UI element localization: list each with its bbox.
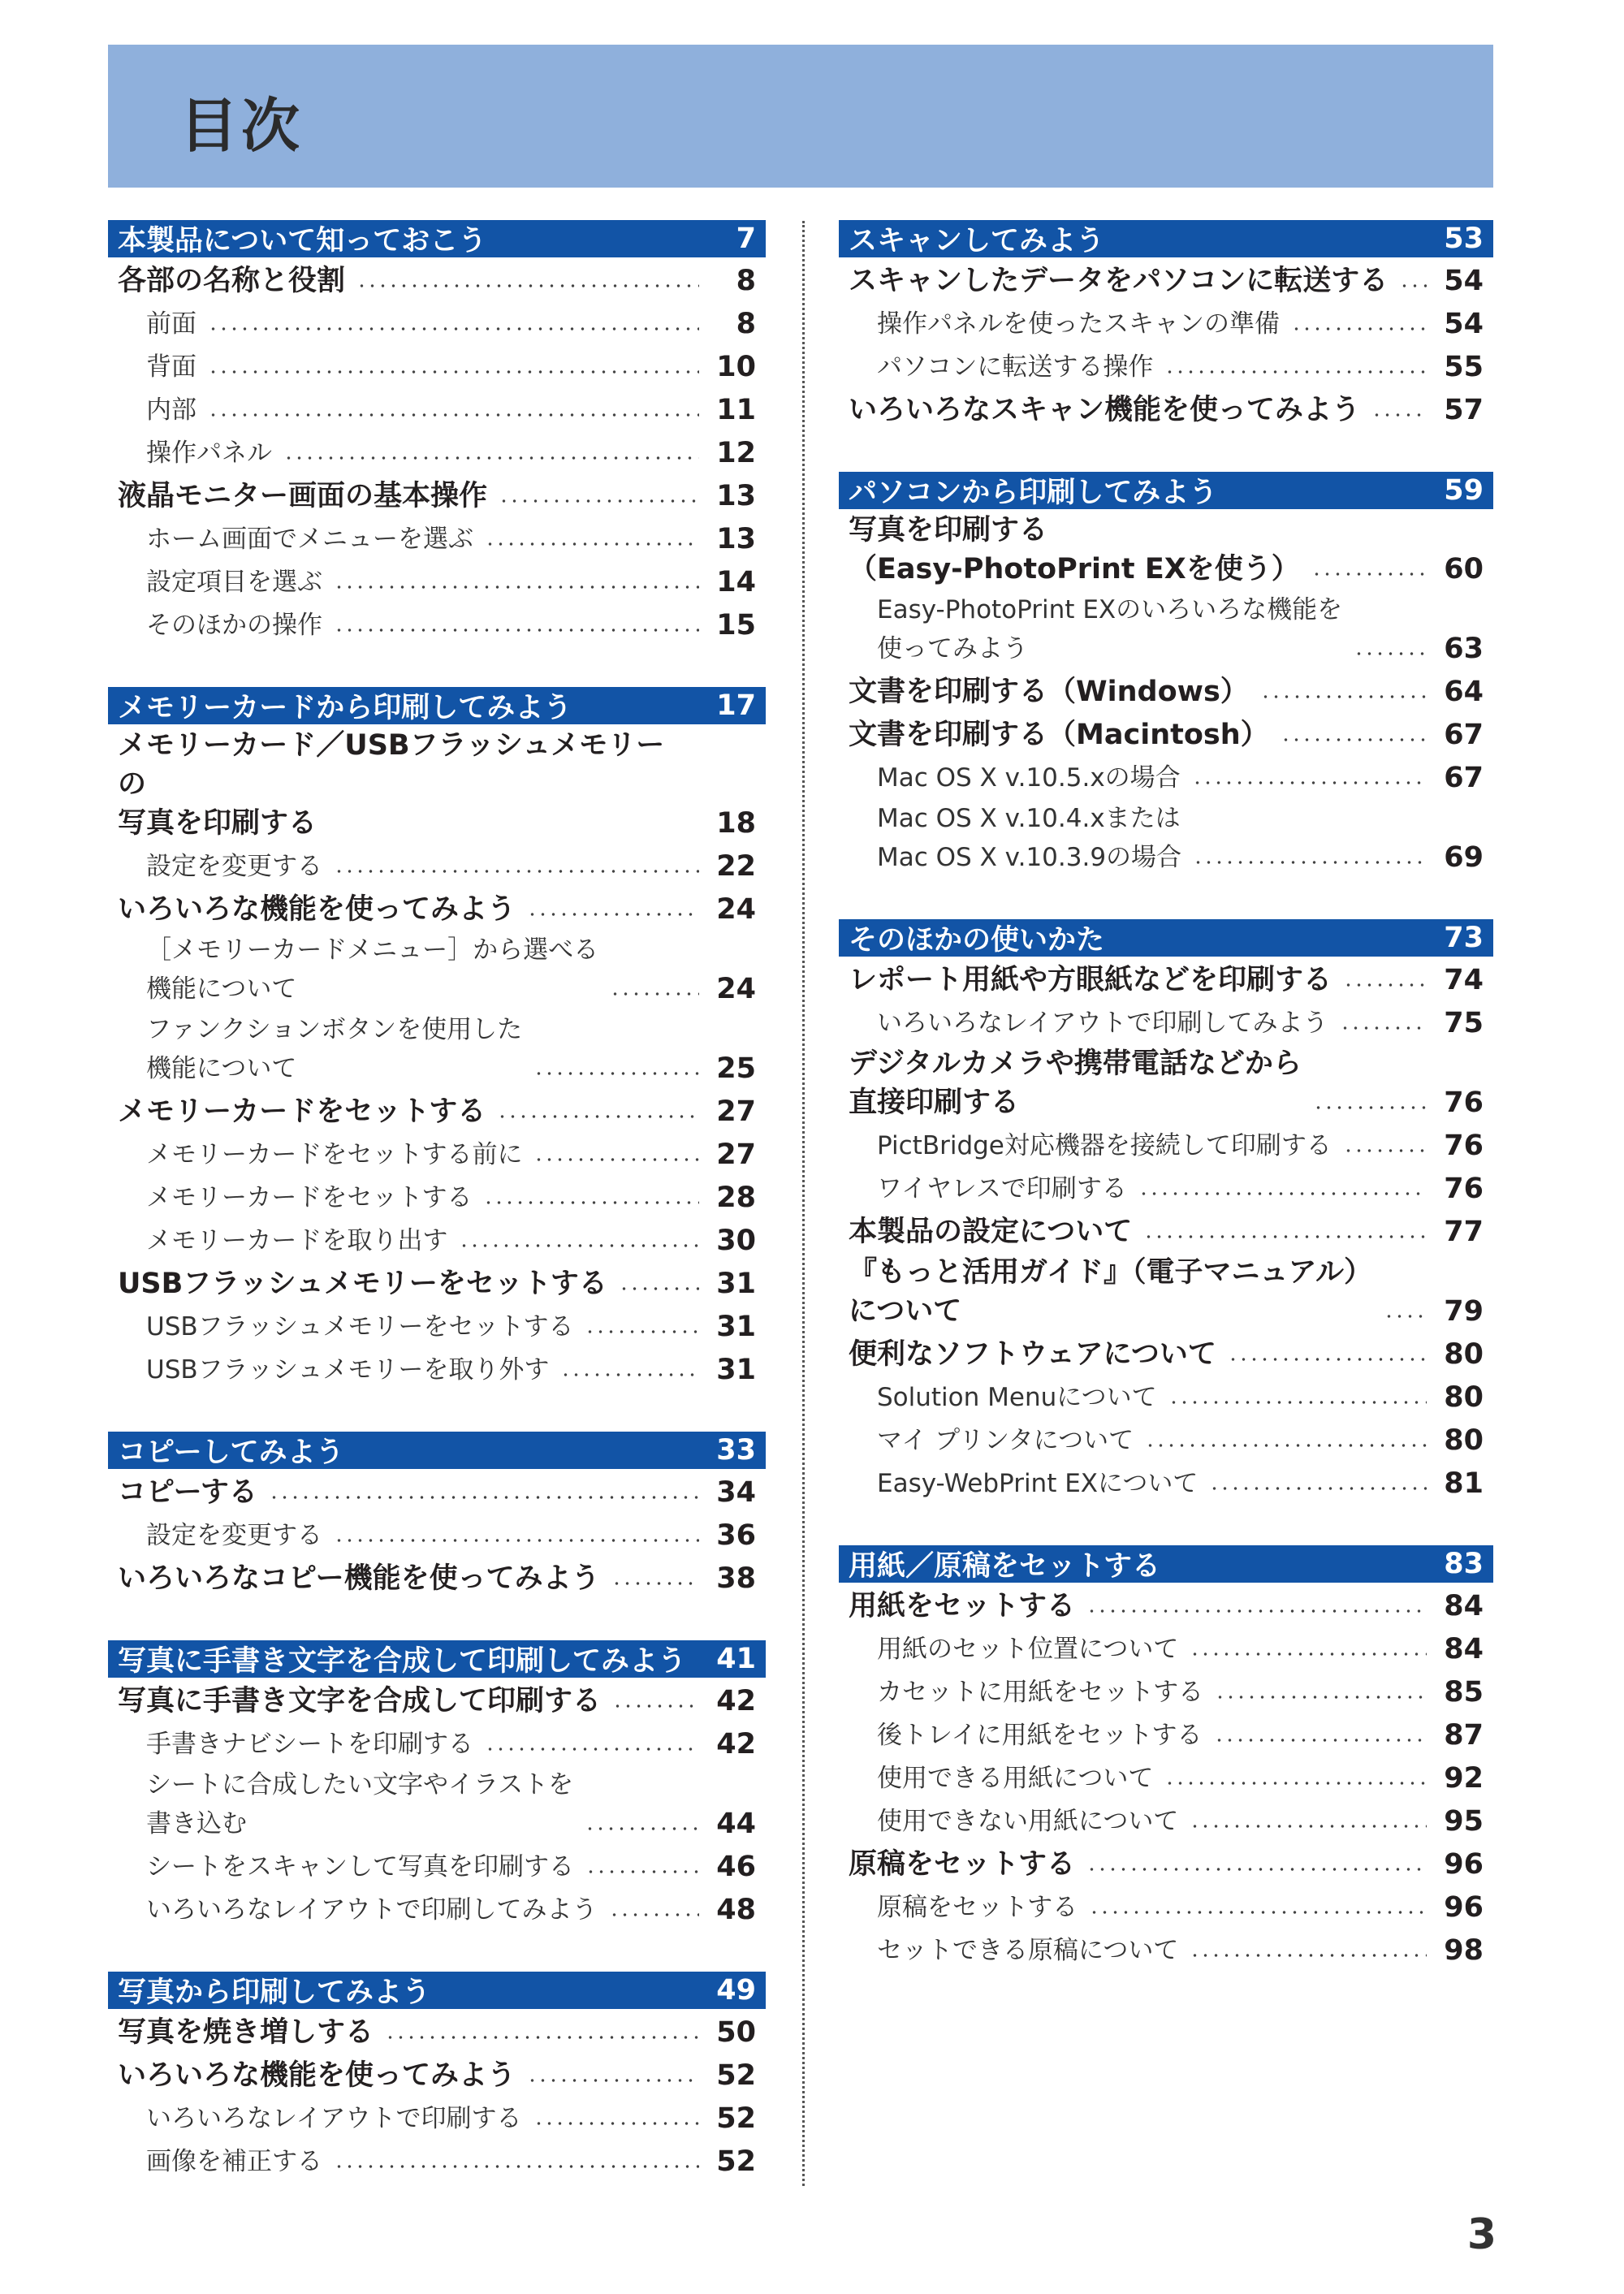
section-page-number: 73 bbox=[1444, 922, 1484, 954]
entry-label: 操作パネル bbox=[146, 438, 272, 468]
entry-page-number: 54 bbox=[1444, 308, 1484, 340]
toc-section bbox=[839, 220, 1493, 431]
entry-label: 前面 bbox=[146, 309, 197, 339]
dot-leader bbox=[334, 1537, 699, 1544]
entry-label: 使用できない用紙について bbox=[877, 1807, 1179, 1836]
entry-label: レポート用紙や方眼紙などを印刷する bbox=[849, 964, 1332, 996]
entry-page-number: 76 bbox=[1444, 1130, 1484, 1162]
entry-page-number: 27 bbox=[716, 1138, 756, 1171]
entry-label: 液晶モニター画面の基本操作 bbox=[118, 480, 488, 512]
toc-subentry[interactable] bbox=[108, 1888, 766, 1931]
section-header[interactable] bbox=[108, 220, 766, 257]
entry-label: 文書を印刷する（Macintosh） bbox=[849, 719, 1269, 751]
dot-leader bbox=[283, 455, 699, 461]
entry-page-number: 31 bbox=[716, 1354, 756, 1386]
entry-page-number: 84 bbox=[1444, 1633, 1484, 1665]
dot-leader bbox=[585, 1825, 699, 1832]
dot-leader bbox=[208, 412, 699, 418]
entry-page-number: 98 bbox=[1444, 1934, 1484, 1967]
entry-page-number: 67 bbox=[1444, 719, 1484, 751]
entry-label: いろいろなコピー機能を使ってみよう bbox=[118, 1562, 600, 1595]
dot-leader bbox=[334, 2163, 699, 2170]
toc-entry[interactable] bbox=[839, 1044, 1493, 1124]
dot-leader bbox=[611, 1580, 699, 1587]
toc-entry[interactable] bbox=[839, 388, 1493, 431]
toc-subentry[interactable] bbox=[108, 1176, 766, 1219]
dot-leader bbox=[612, 1703, 699, 1709]
entry-label: 写真に手書き文字を合成して印刷する bbox=[118, 1685, 602, 1717]
toc-subentry[interactable] bbox=[108, 302, 766, 345]
dot-leader bbox=[1192, 780, 1427, 786]
entry-label: ホーム画面でメニューを選ぶ bbox=[146, 525, 473, 554]
toc-entry[interactable] bbox=[108, 2011, 766, 2054]
entry-label: USBフラッシュメモリーを取り外す bbox=[146, 1355, 550, 1385]
entry-page-number: 96 bbox=[1444, 1891, 1484, 1924]
entry-page-number: 87 bbox=[1444, 1719, 1484, 1752]
entry-page-number: 15 bbox=[716, 609, 756, 642]
toc-subentry[interactable] bbox=[839, 1713, 1493, 1756]
entry-label: メモリーカードを取り出す bbox=[146, 1226, 448, 1255]
toc-entry[interactable] bbox=[839, 1253, 1493, 1333]
dot-leader bbox=[1354, 650, 1427, 657]
entry-label: 原稿をセットする bbox=[877, 1893, 1078, 1922]
entry-label: ［メモリーカードメニュー］から選べる 機能について bbox=[146, 935, 599, 1004]
toc-section bbox=[108, 1432, 766, 1600]
entry-page-number: 84 bbox=[1444, 1590, 1484, 1622]
dot-leader bbox=[1281, 737, 1427, 743]
entry-label: Solution Menuについて bbox=[877, 1383, 1157, 1412]
dot-leader bbox=[585, 1328, 699, 1335]
toc-entry[interactable] bbox=[839, 259, 1493, 302]
entry-page-number: 60 bbox=[1444, 553, 1484, 585]
section-page-number: 7 bbox=[736, 222, 756, 255]
entry-label: 手書きナビシートを印刷する bbox=[146, 1730, 473, 1759]
toc-subentry[interactable] bbox=[839, 1419, 1493, 1462]
entry-page-number: 77 bbox=[1444, 1216, 1484, 1248]
dot-leader bbox=[1168, 1399, 1427, 1406]
entry-page-number: 48 bbox=[716, 1894, 756, 1926]
section-title: スキャンしてみよう bbox=[849, 225, 1105, 257]
entry-page-number: 80 bbox=[1444, 1338, 1484, 1371]
entry-page-number: 95 bbox=[1444, 1805, 1484, 1838]
toc-entry[interactable] bbox=[839, 1210, 1493, 1253]
section-header[interactable] bbox=[108, 1432, 766, 1469]
toc-entry[interactable] bbox=[839, 1584, 1493, 1627]
entry-label: マイ プリンタについて bbox=[877, 1426, 1134, 1455]
toc-subentry[interactable] bbox=[839, 1929, 1493, 1972]
dot-leader bbox=[334, 868, 699, 875]
toc-entry[interactable] bbox=[108, 726, 766, 845]
entry-page-number: 75 bbox=[1444, 1007, 1484, 1039]
toc-subentry[interactable] bbox=[108, 1514, 766, 1557]
entry-label: コピーする bbox=[118, 1476, 257, 1509]
section-page-number: 83 bbox=[1444, 1548, 1484, 1580]
section-title: 写真に手書き文字を合成して印刷してみよう bbox=[118, 1645, 687, 1678]
toc-entry[interactable] bbox=[108, 259, 766, 302]
toc-subentry[interactable] bbox=[108, 931, 766, 1010]
section-header[interactable] bbox=[839, 472, 1493, 509]
toc-right-column bbox=[839, 220, 1493, 2012]
dot-leader bbox=[208, 326, 699, 332]
entry-label: 設定項目を選ぶ bbox=[146, 568, 322, 597]
toc-entry[interactable] bbox=[108, 2054, 766, 2097]
entry-page-number: 14 bbox=[716, 566, 756, 598]
title-banner bbox=[108, 45, 1493, 188]
dot-leader bbox=[1138, 1190, 1427, 1197]
dot-leader bbox=[533, 1070, 699, 1077]
entry-page-number: 55 bbox=[1444, 351, 1484, 383]
entry-page-number: 27 bbox=[716, 1095, 756, 1128]
entry-label: 写真を焼き増しする bbox=[118, 2016, 374, 2049]
entry-label: 『もっと活用ガイド』（電子マニュアル） について bbox=[849, 1256, 1373, 1328]
toc-subentry[interactable] bbox=[839, 1001, 1493, 1044]
toc-subentry[interactable] bbox=[839, 1670, 1493, 1713]
entry-label: シートに合成したい文字やイラストを 書き込む bbox=[146, 1770, 574, 1838]
entry-page-number: 30 bbox=[716, 1225, 756, 1257]
entry-page-number: 38 bbox=[716, 1562, 756, 1595]
section-header[interactable] bbox=[108, 1972, 766, 2009]
toc-subentry[interactable] bbox=[108, 845, 766, 888]
toc-subentry[interactable] bbox=[839, 1799, 1493, 1843]
dot-leader bbox=[1313, 1104, 1427, 1111]
entry-label: Easy-PhotoPrint EXのいろいろな機能を 使ってみよう bbox=[877, 595, 1343, 663]
dot-leader bbox=[499, 498, 699, 504]
entry-label: 操作パネルを使ったスキャンの準備 bbox=[877, 309, 1280, 339]
entry-label: Mac OS X v.10.4.xまたは Mac OS X v.10.3.9の場合 bbox=[877, 804, 1182, 872]
entry-label: メモリーカードをセットする前に bbox=[146, 1140, 523, 1169]
dot-leader bbox=[560, 1372, 699, 1378]
entry-page-number: 36 bbox=[716, 1519, 756, 1552]
toc-entry[interactable] bbox=[839, 1843, 1493, 1886]
section-title: 用紙／原稿をセットする bbox=[849, 1550, 1160, 1583]
toc-subentry[interactable] bbox=[108, 345, 766, 388]
toc-subentry[interactable] bbox=[108, 1722, 766, 1765]
dot-leader bbox=[1215, 1694, 1427, 1700]
dot-leader bbox=[208, 369, 699, 375]
entry-label: ファンクションボタンを使用した 機能について bbox=[146, 1015, 523, 1083]
section-title: パソコンから印刷してみよう bbox=[849, 477, 1218, 509]
entry-label: パソコンに転送する操作 bbox=[877, 352, 1154, 382]
page-number: 3 bbox=[1466, 2210, 1497, 2259]
toc-subentry[interactable] bbox=[839, 1462, 1493, 1505]
section-header[interactable] bbox=[108, 687, 766, 724]
toc-subentry[interactable] bbox=[839, 1756, 1493, 1799]
entry-page-number: 63 bbox=[1444, 633, 1484, 665]
entry-page-number: 74 bbox=[1444, 964, 1484, 996]
entry-label: いろいろな機能を使ってみよう bbox=[118, 893, 516, 926]
toc-subentry[interactable] bbox=[108, 517, 766, 560]
dot-leader bbox=[1190, 1823, 1427, 1830]
toc-entry[interactable] bbox=[839, 958, 1493, 1001]
dot-leader bbox=[485, 1746, 699, 1752]
entry-label: Mac OS X v.10.5.xの場合 bbox=[877, 763, 1181, 793]
entry-page-number: 50 bbox=[716, 2016, 756, 2049]
entry-page-number: 24 bbox=[716, 973, 756, 1005]
entry-label: 用紙のセット位置について bbox=[877, 1635, 1179, 1664]
section-page-number: 41 bbox=[716, 1643, 756, 1675]
entry-page-number: 18 bbox=[716, 807, 756, 840]
toc-section bbox=[108, 1972, 766, 2183]
entry-page-number: 10 bbox=[716, 351, 756, 383]
entry-page-number: 52 bbox=[716, 2102, 756, 2135]
toc-subentry[interactable] bbox=[108, 1219, 766, 1262]
toc-entry[interactable] bbox=[839, 713, 1493, 756]
toc-subentry[interactable] bbox=[108, 560, 766, 603]
dot-leader bbox=[485, 541, 699, 547]
dot-leader bbox=[459, 1242, 699, 1249]
dot-leader bbox=[1340, 1025, 1427, 1031]
entry-page-number: 24 bbox=[716, 893, 756, 926]
entry-label: いろいろな機能を使ってみよう bbox=[118, 2059, 516, 2092]
section-page-number: 53 bbox=[1444, 222, 1484, 255]
toc-entry[interactable] bbox=[839, 1333, 1493, 1376]
dot-leader bbox=[527, 911, 699, 918]
entry-page-number: 22 bbox=[716, 850, 756, 883]
entry-page-number: 76 bbox=[1444, 1087, 1484, 1119]
toc-entry[interactable] bbox=[839, 670, 1493, 713]
entry-label: セットできる原稿について bbox=[877, 1936, 1179, 1965]
dot-leader bbox=[1371, 412, 1427, 418]
dot-leader bbox=[1214, 1737, 1427, 1743]
page-title: 目次 bbox=[179, 92, 304, 160]
toc-subentry[interactable] bbox=[108, 1845, 766, 1888]
entry-page-number: 12 bbox=[716, 437, 756, 469]
column-divider bbox=[802, 221, 805, 2186]
entry-page-number: 69 bbox=[1444, 841, 1484, 874]
toc-subentry[interactable] bbox=[839, 1376, 1493, 1419]
dot-leader bbox=[334, 584, 699, 590]
section-title: 写真から印刷してみよう bbox=[118, 1976, 431, 2009]
entry-page-number: 8 bbox=[736, 265, 756, 297]
entry-page-number: 85 bbox=[1444, 1676, 1484, 1709]
entry-page-number: 81 bbox=[1444, 1467, 1484, 1500]
entry-label: シートをスキャンして写真を印刷する bbox=[146, 1852, 574, 1881]
toc-entry[interactable] bbox=[108, 1471, 766, 1514]
dot-leader bbox=[1228, 1356, 1427, 1363]
section-page-number: 59 bbox=[1444, 474, 1484, 507]
section-title: そのほかの使いかた bbox=[849, 924, 1105, 957]
entry-label: PictBridge対応機器を接続して印刷する bbox=[877, 1131, 1332, 1160]
dot-leader bbox=[610, 991, 699, 997]
toc-subentry[interactable] bbox=[839, 302, 1493, 345]
entry-label: USBフラッシュメモリーをセットする bbox=[146, 1312, 574, 1341]
entry-label: 便利なソフトウェアについて bbox=[849, 1338, 1216, 1371]
dot-leader bbox=[334, 627, 699, 633]
entry-page-number: 92 bbox=[1444, 1762, 1484, 1795]
entry-page-number: 13 bbox=[716, 480, 756, 512]
entry-page-number: 57 bbox=[1444, 394, 1484, 426]
entry-label: カセットに用紙をセットする bbox=[877, 1678, 1204, 1707]
toc-entry[interactable] bbox=[108, 1679, 766, 1722]
dot-leader bbox=[533, 2120, 699, 2127]
toc-subentry[interactable] bbox=[108, 431, 766, 474]
toc-subentry[interactable] bbox=[839, 1167, 1493, 1210]
entry-label: 写真を印刷する （Easy-PhotoPrint EXを使う） bbox=[849, 514, 1300, 585]
dot-leader bbox=[1193, 859, 1427, 866]
entry-label: 背面 bbox=[146, 352, 197, 382]
dot-leader bbox=[1343, 982, 1427, 988]
toc-subentry[interactable] bbox=[839, 799, 1493, 879]
toc-subentry[interactable] bbox=[839, 345, 1493, 388]
dot-leader bbox=[1089, 1909, 1427, 1916]
toc-entry[interactable] bbox=[108, 1090, 766, 1133]
toc-subentry[interactable] bbox=[839, 1627, 1493, 1670]
entry-label: ワイヤレスで印刷する bbox=[877, 1174, 1127, 1203]
entry-page-number: 52 bbox=[716, 2145, 756, 2178]
dot-leader bbox=[619, 1285, 699, 1292]
toc-subentry[interactable] bbox=[108, 1010, 766, 1090]
entry-page-number: 13 bbox=[716, 523, 756, 555]
dot-leader bbox=[1086, 1608, 1427, 1614]
entry-page-number: 79 bbox=[1444, 1295, 1484, 1328]
entry-label: 画像を補正する bbox=[146, 2147, 322, 2176]
section-title: メモリーカードから印刷してみよう bbox=[118, 692, 572, 724]
dot-leader bbox=[1086, 1866, 1427, 1873]
toc-subentry[interactable] bbox=[839, 756, 1493, 799]
toc-entry[interactable] bbox=[108, 888, 766, 931]
toc-subentry[interactable] bbox=[108, 388, 766, 431]
toc-entry[interactable] bbox=[108, 474, 766, 517]
dot-leader bbox=[1311, 571, 1427, 577]
section-header[interactable] bbox=[839, 1545, 1493, 1583]
entry-label: 設定を変更する bbox=[146, 852, 322, 881]
entry-label: いろいろなレイアウトで印刷してみよう bbox=[146, 1895, 598, 1925]
toc-entry[interactable] bbox=[108, 1557, 766, 1600]
dot-leader bbox=[1190, 1651, 1427, 1657]
section-page-number: 33 bbox=[716, 1434, 756, 1467]
entry-page-number: 42 bbox=[716, 1685, 756, 1717]
toc-entry[interactable] bbox=[839, 511, 1493, 590]
entry-label: いろいろなレイアウトで印刷してみよう bbox=[877, 1009, 1328, 1038]
dot-leader bbox=[1190, 1952, 1427, 1959]
toc-section bbox=[839, 919, 1493, 1505]
section-header[interactable] bbox=[839, 919, 1493, 957]
toc-subentry[interactable] bbox=[839, 1886, 1493, 1929]
toc-section bbox=[839, 472, 1493, 879]
entry-label: USBフラッシュメモリーをセットする bbox=[118, 1268, 607, 1300]
entry-label: 原稿をセットする bbox=[849, 1848, 1075, 1881]
entry-page-number: 54 bbox=[1444, 265, 1484, 297]
toc-subentry[interactable] bbox=[108, 1133, 766, 1176]
section-header[interactable] bbox=[839, 220, 1493, 257]
entry-label: 各部の名称と役割 bbox=[118, 265, 346, 297]
dot-leader bbox=[1343, 1147, 1427, 1154]
entry-page-number: 42 bbox=[716, 1728, 756, 1760]
toc-section bbox=[839, 1545, 1493, 1972]
toc-subentry[interactable] bbox=[108, 1305, 766, 1348]
toc-subentry[interactable] bbox=[108, 2140, 766, 2183]
entry-page-number: 11 bbox=[716, 394, 756, 426]
entry-page-number: 96 bbox=[1444, 1848, 1484, 1881]
entry-page-number: 80 bbox=[1444, 1424, 1484, 1457]
dot-leader bbox=[483, 1199, 699, 1206]
dot-leader bbox=[527, 2077, 699, 2084]
entry-label: いろいろなレイアウトで印刷する bbox=[146, 2104, 522, 2133]
dot-leader bbox=[385, 2034, 699, 2041]
entry-page-number: 25 bbox=[716, 1052, 756, 1085]
dot-leader bbox=[356, 283, 699, 289]
dot-leader bbox=[497, 1113, 699, 1120]
entry-label: スキャンしたデータをパソコンに転送する bbox=[849, 265, 1389, 297]
entry-page-number: 52 bbox=[716, 2059, 756, 2092]
entry-page-number: 31 bbox=[716, 1268, 756, 1300]
entry-page-number: 31 bbox=[716, 1311, 756, 1343]
entry-page-number: 80 bbox=[1444, 1381, 1484, 1414]
entry-page-number: 34 bbox=[716, 1476, 756, 1509]
entry-label: 用紙をセットする bbox=[849, 1590, 1075, 1622]
dot-leader bbox=[1260, 693, 1427, 700]
entry-label: 使用できる用紙について bbox=[877, 1764, 1154, 1793]
toc-subentry[interactable] bbox=[108, 1765, 766, 1845]
entry-label: 設定を変更する bbox=[146, 1521, 322, 1550]
dot-leader bbox=[585, 1868, 699, 1875]
dot-leader bbox=[1399, 283, 1427, 289]
toc-section bbox=[108, 687, 766, 1391]
entry-page-number: 44 bbox=[716, 1808, 756, 1840]
toc-section bbox=[108, 1640, 766, 1931]
dot-leader bbox=[1209, 1485, 1427, 1492]
toc-subentry[interactable] bbox=[108, 1348, 766, 1391]
entry-label: メモリーカードをセットする bbox=[118, 1095, 486, 1128]
entry-page-number: 76 bbox=[1444, 1173, 1484, 1205]
entry-label: 文書を印刷する（Windows） bbox=[849, 676, 1249, 708]
section-page-number: 17 bbox=[716, 689, 756, 722]
entry-label: Easy-WebPrint EXについて bbox=[877, 1469, 1199, 1498]
dot-leader bbox=[1384, 1313, 1427, 1320]
entry-label: メモリーカード／USBフラッシュメモリーの 写真を印刷する bbox=[118, 729, 665, 840]
section-title: コピーしてみよう bbox=[118, 1436, 344, 1469]
toc-subentry[interactable] bbox=[839, 590, 1493, 670]
entry-label: いろいろなスキャン機能を使ってみよう bbox=[849, 394, 1361, 426]
toc-entry[interactable] bbox=[108, 1262, 766, 1305]
dot-leader bbox=[269, 1494, 699, 1501]
entry-page-number: 46 bbox=[716, 1851, 756, 1883]
section-title: 本製品について知っておこう bbox=[118, 225, 487, 257]
entry-label: 後トレイに用紙をセットする bbox=[877, 1721, 1203, 1750]
toc-subentry[interactable] bbox=[108, 603, 766, 646]
entry-label: デジタルカメラや携帯電話などから 直接印刷する bbox=[849, 1048, 1302, 1119]
dot-leader bbox=[1164, 1780, 1427, 1786]
dot-leader bbox=[1164, 369, 1427, 375]
entry-page-number: 8 bbox=[736, 308, 756, 340]
entry-label: メモリーカードをセットする bbox=[146, 1183, 473, 1212]
entry-page-number: 67 bbox=[1444, 762, 1484, 794]
entry-page-number: 64 bbox=[1444, 676, 1484, 708]
entry-label: 内部 bbox=[146, 395, 197, 425]
entry-page-number: 28 bbox=[716, 1182, 756, 1214]
dot-leader bbox=[609, 1912, 699, 1918]
entry-label: そのほかの操作 bbox=[146, 611, 322, 640]
dot-leader bbox=[1143, 1233, 1427, 1240]
toc-subentry[interactable] bbox=[108, 2097, 766, 2140]
toc-left-column bbox=[108, 220, 766, 2223]
section-page-number: 49 bbox=[716, 1974, 756, 2007]
toc-section bbox=[108, 220, 766, 646]
dot-leader bbox=[1291, 326, 1427, 332]
entry-label: 本製品の設定について bbox=[849, 1216, 1133, 1248]
toc-subentry[interactable] bbox=[839, 1124, 1493, 1167]
dot-leader bbox=[533, 1156, 699, 1163]
section-header[interactable] bbox=[108, 1640, 766, 1678]
dot-leader bbox=[1145, 1442, 1427, 1449]
